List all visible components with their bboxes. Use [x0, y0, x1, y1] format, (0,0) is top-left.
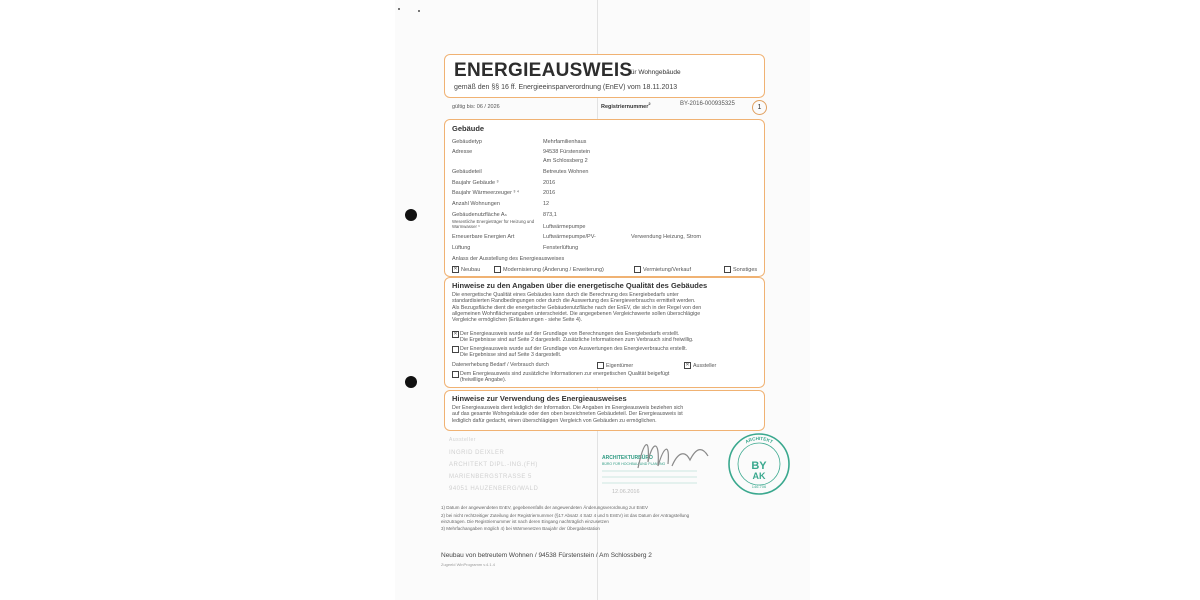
row-label: Baujahr Wärmeerzeuger ³ ⁴ [452, 190, 520, 196]
occasion-rent-sale[interactable] [634, 266, 691, 273]
usage-notes-section [444, 390, 765, 431]
row-value: 873,1 [543, 212, 557, 218]
issuer-line: INGRID DEIXLER [449, 450, 505, 456]
row-label: Gebäudetyp [452, 139, 482, 145]
row-value: Mehrfamilienhaus [543, 139, 587, 145]
text-line: Der Energieausweis dient lediglich der Information. Die Angaben im Energieausweis beziehen sich [452, 405, 684, 411]
punch-hole-bottom [405, 376, 417, 388]
footnote: 2) bei nicht rechtzeitiger Zuteilung der Registriernummer (§17 Absatz 4 Satz 4 und 5 EnEV) ist das Datum der Antragstellung [441, 513, 690, 518]
issuer-line: ARCHITEKT DIPL.-ING.(FH) [449, 462, 538, 468]
row-value: Fensterlüftung [543, 245, 579, 251]
row-value: 12 [543, 201, 550, 207]
header-box [444, 54, 765, 98]
row-label: Gebäudeteil [452, 169, 482, 175]
issue-date: 12.06.2016 [612, 489, 640, 495]
registration-number: BY-2016-000935325 [680, 101, 735, 107]
checkbox[interactable] [452, 371, 459, 378]
row-value: Betreutes Wohnen [543, 169, 589, 175]
option-additional-info [452, 371, 760, 384]
option-label: Vermietung/Verkauf [643, 266, 692, 273]
option-label: Sonstiges [733, 266, 758, 273]
legal-basis: gemäß den §§ 16 ff. Energieeinsparverordnung (EnEV) vom 18.11.2013 [454, 84, 678, 91]
checkbox-checked[interactable]: ✕ [453, 331, 458, 337]
issuer-option[interactable] [684, 362, 716, 369]
software-credit: Zugeeld WinProgramm v.4.1.4 [441, 562, 495, 567]
page-number: 1 [752, 100, 767, 115]
scan-speck [398, 8, 400, 10]
text-line: auf das gesamte Wohngebäude oder den oben bezeichneten Gebäudeteil. Der Energieausweis ist [452, 411, 683, 418]
row-label: Erneuerbare Energien Art [452, 234, 515, 240]
office-stamp-line2: BÜRO FÜR HOCHBAU UND PLANUNG [602, 462, 666, 466]
notes-quality-intro [452, 292, 760, 323]
text-line: Vergleiche ermöglichen (Erläuterungen - siehe Seite 4). [452, 317, 583, 324]
checkbox-checked[interactable]: ✕ [453, 266, 458, 272]
document-title: ENERGIEAUSWEIS [454, 60, 633, 81]
text-line: Der Energieausweis wurde auf der Grundlage von Auswertungen des Energieverbrauchs erstellt. [460, 346, 688, 352]
text-line: lediglich dafür gedacht, einen überschlägigen Vergleich von Gebäuden zu ermöglichen. [452, 417, 657, 424]
valid-label: gültig bis: [452, 104, 476, 110]
seal-arc-text: ARCHITEKT [744, 435, 774, 445]
text-line: allgemeinen Wohnflächenangaben unterscheidet. Die angegebenen Vergleichswerte sollen überschlägige [452, 310, 701, 317]
valid-value: 06 / 2026 [476, 104, 500, 110]
valid-until [452, 104, 500, 110]
notes-quality-title: Hinweise zu den Angaben über die energetische Qualität des Gebäudes [452, 281, 708, 290]
signature-image [630, 432, 720, 477]
registration-footnote-mark: 2 [648, 101, 651, 106]
text-line: Die energetische Qualität eines Gebäudes kann durch die Berechnung des Energiebedarfs unter [452, 292, 679, 298]
registration-label-text: Registriernummer [601, 103, 649, 110]
text-line: Der Energieausweis wurde auf der Grundlage von Berechnungen des Energiebedarfs erstellt. [460, 331, 680, 337]
text-line: Die Ergebnisse sind auf Seite 2 dargestellt. Zusätzliche Informationen zum Verbrauch sind freiwillig. [460, 337, 694, 344]
row-label: Lüftung [452, 245, 471, 251]
row-value: Am Schlossberg 2 [543, 158, 588, 164]
row-label: Anzahl Wohnungen [452, 201, 500, 207]
option-label: Eigentümer [606, 362, 634, 369]
option-label: Neubau [461, 266, 481, 273]
scan-speck [418, 10, 420, 12]
renewable-usage: Verwendung Heizung, Strom [631, 234, 702, 240]
text-line: Dem Energieausweis sind zusätzliche Informationen zur energetischen Qualität beigefügt [460, 371, 670, 377]
building-section-title: Gebäude [452, 124, 485, 133]
checkbox[interactable] [494, 266, 501, 273]
occasion-label: Anlass der Ausstellung des Energieausweises [452, 256, 565, 262]
issuer-label: Aussteller [449, 437, 476, 443]
punch-hole-top [405, 209, 417, 221]
checkbox[interactable] [724, 266, 731, 273]
architect-seal-image [727, 426, 791, 502]
row-value: 2016 [543, 190, 556, 196]
footnote: 1) Datum der angewendeten EnEV, gegebenenfalls der angewendeten Änderungsverordnung zur EnEV [441, 505, 648, 510]
issuer-line: MARIENBERGSTRASSE 5 [449, 474, 532, 480]
seal-number: 146.706 [751, 484, 767, 489]
text-line: standardisierten Randbedingungen oder durch die Auswertung des Energieverbrauchs ermittelt werden. [452, 298, 696, 305]
checkbox[interactable] [597, 362, 604, 369]
checkbox[interactable] [634, 266, 641, 273]
footnote: 3) Mehrfachangaben möglich 4) bei Wärmenetzen Baujahr der Übergabestation [441, 526, 600, 531]
notes-quality-section [444, 277, 765, 388]
registration-label [601, 101, 651, 110]
seal-letters-ak: AK [752, 471, 766, 481]
owner-option[interactable] [597, 362, 633, 369]
row-value: Luftwärmepumpe [543, 224, 586, 230]
row-value: 2016 [543, 180, 556, 186]
option-demand-based [452, 331, 760, 344]
data-collection-row [452, 362, 760, 368]
office-stamp-line1: ARCHITEKTURBÜRO [602, 455, 653, 461]
building-section [444, 119, 765, 277]
issuer-line: 94051 HAUZENBERG/WALD [449, 486, 539, 492]
data-collection-label: Datenerhebung Bedarf / Verbrauch durch [452, 362, 549, 368]
row-value: 94538 Fürstenstein [543, 149, 591, 155]
text-line: Die Ergebnisse sind auf Seite 3 dargestellt. [460, 352, 562, 359]
usage-notes-text [452, 405, 760, 424]
seal-letters-by: BY [751, 460, 767, 472]
row-value: Luftwärmepumpe/PV- [543, 234, 596, 240]
option-label: Aussteller [693, 362, 717, 369]
option-consumption-based [452, 346, 760, 359]
checkbox[interactable] [452, 346, 459, 353]
document-subtitle: für Wohngebäude [629, 69, 681, 76]
row-label: Wesentliche Energieträger für Heizung und Warmwasser ³ [452, 219, 535, 229]
row-label: Gebäudenutzfläche Aₙ [452, 212, 507, 218]
row-label: Baujahr Gebäude ³ [452, 180, 499, 186]
option-label: Modernisierung (Änderung / Erweiterung) [503, 266, 604, 273]
project-address-footer: Neubau von betreutem Wohnen / 94538 Fürstenstein / Am Schlossberg 2 [441, 552, 652, 559]
row-label: Adresse [452, 149, 473, 155]
checkbox-checked[interactable]: ✕ [685, 362, 690, 368]
footnote: einzutragen. Die Registriernummer ist nach deren Eingang nachträglich einzusetzen [441, 519, 609, 524]
usage-notes-title: Hinweise zur Verwendung des Energieausweises [452, 394, 627, 403]
text-line: Als Bezugsfläche dient die energetische Gebäudenutzfläche nach der EnEV, die sich in der Regel von den [452, 304, 702, 311]
occasion-other[interactable] [724, 266, 757, 273]
occasion-new-build[interactable] [452, 266, 480, 273]
text-line: (freiwillige Angabe). [460, 377, 507, 384]
occasion-modernisation[interactable] [494, 266, 604, 273]
